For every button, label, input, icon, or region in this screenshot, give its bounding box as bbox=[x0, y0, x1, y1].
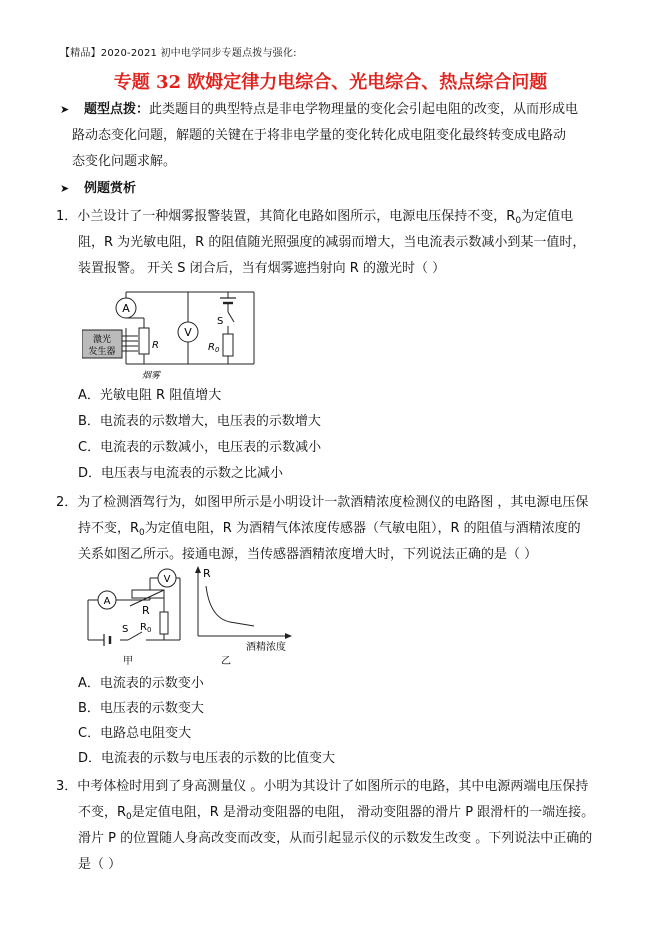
resistor-label: R bbox=[152, 340, 159, 351]
option: C．电路总电阻变大 bbox=[78, 726, 192, 741]
section-examples bbox=[60, 176, 136, 202]
question-3-line: 不变，$R_0$是定值电阻，R 是滑动变阻器的电阻， 滑动变阻器的滑片 P 跟滑杆的一端连接。 bbox=[78, 805, 595, 822]
y-axis-label: R bbox=[203, 567, 211, 580]
voltmeter-label: V bbox=[184, 326, 192, 339]
question-number: 2． bbox=[56, 495, 78, 510]
switch-label: S bbox=[122, 624, 129, 635]
figure-caption-jia: 甲 bbox=[123, 656, 133, 667]
arrow-bullet-icon: ➤ bbox=[60, 182, 70, 195]
section-heading: 例题赏析 bbox=[84, 181, 137, 196]
question-3-line: 滑片 P 的位置随人身高改变而改变，从而引起显示仪的示数发生改变 。下列说法中正确的 bbox=[78, 831, 593, 846]
figure-caption-yi: 乙 bbox=[221, 656, 231, 667]
question-2-line: 关系如图乙所示。接通电源，当传感器酒精浓度增大时，下列说法正确的是（ ） bbox=[78, 547, 538, 562]
option: D．电流表的示数与电压表的示数的比值变大 bbox=[78, 751, 336, 766]
section-text: 此类题目的典型特点是非电学物理量的变化会引起电阻的改变，从而形成电 bbox=[149, 102, 579, 117]
question-3-line: 是（ ） bbox=[78, 857, 122, 872]
resistor-label: R bbox=[142, 604, 150, 617]
section-heading: 题型点拨： bbox=[84, 102, 150, 117]
question-1-line: 装置报警。 开关 S 闭合后，当有烟雾遮挡射向 R 的激光时（ ） bbox=[78, 261, 446, 276]
smoke-label: 烟雾 bbox=[142, 371, 161, 381]
question-number: 1． bbox=[56, 209, 78, 224]
resistance-vs-alcohol-graph bbox=[190, 564, 296, 668]
section-tip bbox=[60, 97, 578, 123]
option: D．电压表与电流表的示数之比减小 bbox=[78, 466, 284, 481]
switch-label: S bbox=[217, 316, 224, 327]
alcohol-tester-circuit-diagram bbox=[84, 568, 184, 668]
question-1-line: 阻，R 为光敏电阻，R 的阻值随光照强度的减弱而增大，当电流表示数减小到某一值时， bbox=[78, 235, 586, 250]
resistor-r0-label: $R_0$ bbox=[208, 342, 220, 354]
option: B．电流表的示数增大，电压表的示数增大 bbox=[78, 414, 321, 429]
option: A．电流表的示数变小 bbox=[78, 676, 204, 691]
option: C．电流表的示数减小，电压表的示数减小 bbox=[78, 440, 322, 455]
smoke-alarm-circuit-diagram bbox=[82, 284, 262, 384]
resistor-r0-label: $R_0$ bbox=[140, 622, 152, 634]
x-axis-label: 酒精浓度 bbox=[246, 642, 286, 653]
arrow-up-icon bbox=[195, 566, 201, 573]
ammeter-label: A bbox=[103, 596, 111, 607]
option: A．光敏电阻 R 阻值增大 bbox=[78, 388, 222, 403]
arrow-bullet-icon: ➤ bbox=[60, 103, 70, 116]
option: B．电压表的示数变大 bbox=[78, 701, 204, 716]
page-title: 专题 32 欧姆定律力电综合、光电综合、热点综合问题 bbox=[113, 72, 548, 93]
arrow-right-icon bbox=[285, 633, 292, 639]
section-text: 路动态变化问题，解题的关键在于将非电学量的变化转化成电阻变化最终转变成电路动 bbox=[72, 128, 567, 143]
section-text: 态变化问题求解。 bbox=[72, 154, 177, 169]
page-header: 【精品】2020-2021 初中电学同步专题点拨与强化: bbox=[60, 48, 297, 59]
question-number: 3． bbox=[56, 779, 78, 794]
question-2-line: 2．为了检测酒驾行为，如图甲所示是小明设计一款酒精浓度检测仪的电路图 ，其电源电压保 bbox=[56, 495, 589, 510]
ammeter-label: A bbox=[122, 302, 130, 315]
laser-label: 发生器 bbox=[88, 347, 116, 357]
question-2-line: 持不变，$R_0$为定值电阻，R 为酒精气体浓度传感器（气敏电阻），R 的阻值与酒精浓度的 bbox=[78, 521, 581, 538]
voltmeter-label: V bbox=[163, 574, 171, 585]
question-1-line: 1．小兰设计了一种烟雾报警装置，其简化电路如图所示，电源电压保持不变，$R_0$为定值电 bbox=[56, 209, 574, 226]
laser-label: 激光 bbox=[92, 335, 112, 345]
question-3-line: 3．中考体检时用到了身高测量仪 。小明为其设计了如图所示的电路，其中电源两端电压保持 bbox=[56, 779, 589, 794]
